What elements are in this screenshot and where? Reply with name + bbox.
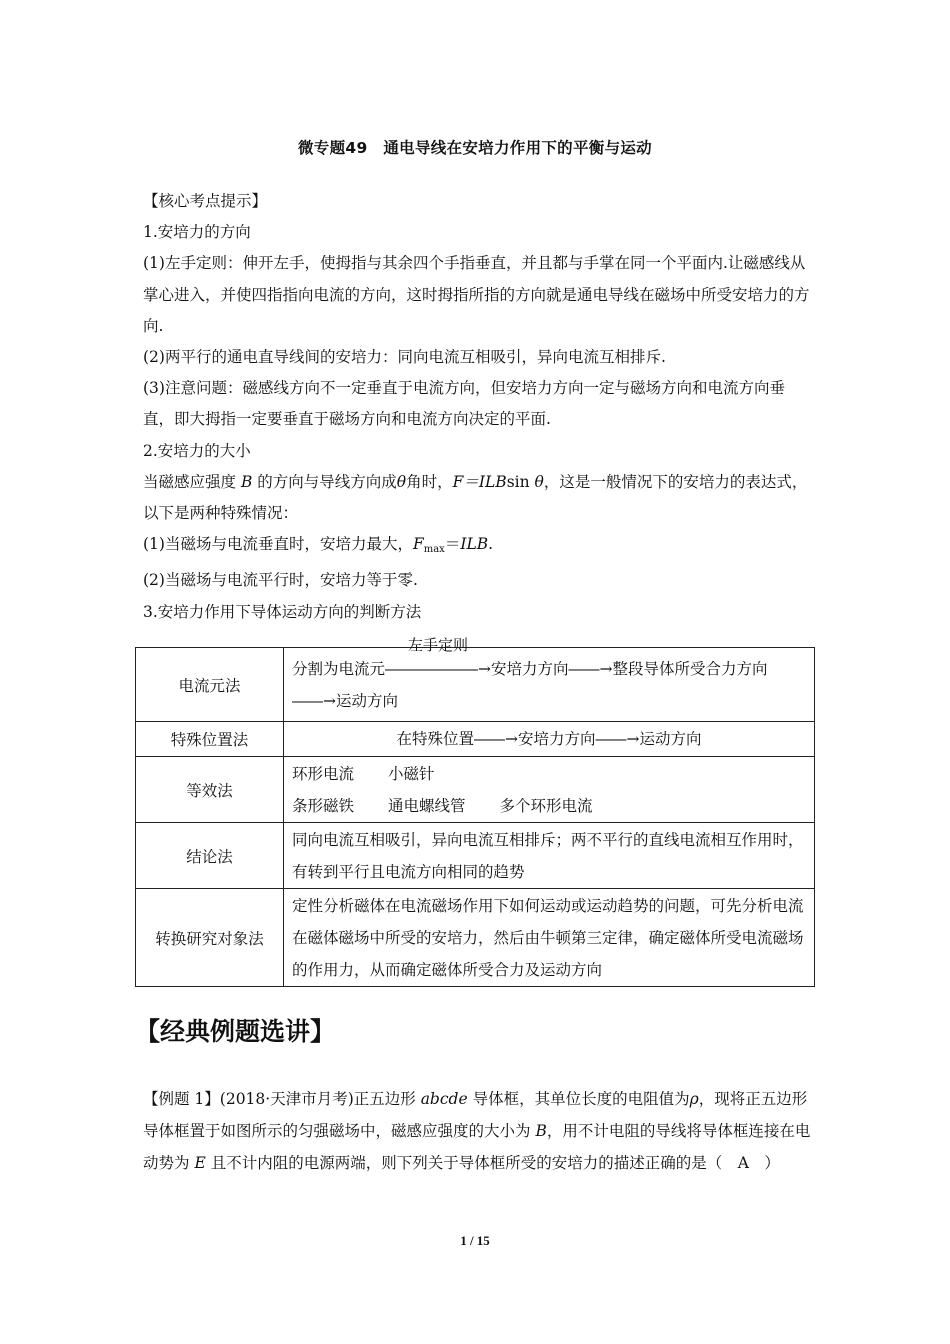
method-desc: 在特殊位置――→安培力方向――→运动方向 [284, 722, 815, 757]
arrow-label: 左手定则 [408, 635, 469, 654]
sec3-heading: 3.安培力作用下导体运动方向的判断方法 [143, 602, 422, 621]
method-switch-object: 转换研究对象法 [136, 889, 284, 987]
sec2-intro: 当磁感应强度 B 的方向与导线方向成θ角时，F＝ILBsin θ，这是一般情况下的安培力的表达式，以下是两种特殊情况： [143, 472, 808, 523]
methods-table [135, 635, 815, 987]
method-desc: 环形电流 小磁针 条形磁铁 通电螺线管 多个环形电流 [284, 757, 815, 823]
table-row [136, 648, 815, 722]
method-desc: 同向电流互相吸引，异向电流互相排斥；两不平行的直线电流相互作用时，有转到平行且电流方向相同的趋势 [284, 823, 815, 889]
sec1-p2: (2)两平行的通电直导线间的安培力：同向电流互相吸引，异向电流互相排斥. [143, 348, 666, 367]
sec2-case2: (2)当磁场与电流平行时，安培力等于零. [143, 571, 418, 590]
method-conclusion: 结论法 [136, 823, 284, 889]
method-desc: 分割为电流元 左手定则 ――――――→安培力方向――→整段导体所受合力方向――→运动方向 [284, 648, 815, 722]
method-special-position: 特殊位置法 [136, 722, 284, 757]
method-equivalent: 等效法 [136, 757, 284, 823]
sec2-heading: 2.安培力的大小 [143, 441, 251, 460]
table-row [136, 757, 815, 823]
sec1-p3: (3)注意问题：磁感线方向不一定垂直于电流方向，但安培力方向一定与磁场方向和电流方向垂直，即大拇指一定要垂直于磁场方向和电流方向决定的平面. [143, 379, 785, 429]
page-title: 微专题49 通电导线在安培力作用下的平衡与运动 [298, 139, 652, 157]
core-points [143, 186, 813, 628]
table-row [136, 823, 815, 889]
hint-header: 【核心考点提示】 [143, 192, 268, 210]
sec2-case1: (1)当磁场与电流垂直时，安培力最大，$F_{max}=ILB$. [143, 535, 494, 556]
sec1-heading: 1.安培力的方向 [143, 223, 251, 242]
sec1-p1: (1)左手定则：伸开左手，使拇指与其余四个手指垂直，并且都与手掌在同一个平面内.让磁感线从掌心进入，并使四指指向电流的方向，这时拇指所指的方向就是通电导线在磁场中所受安培力的方向. [143, 254, 810, 335]
example-1: 【例题 1】(2018·天津市月考)正五边形 abcde 导体框，其单位长度的电阻值为ρ，现将正五边形导体框置于如图所示的匀强磁场中，磁感应强度的大小为 B，用不计电阻的导线将导体框连接在电动势为 E 且不计内阻的电源两端，则下列关于导体框所受的安培力的描述正确的是（ A ） [143, 1090, 811, 1172]
method-current-element: 电流元法 [136, 648, 284, 722]
table-row [136, 722, 815, 757]
page-number: 1 / 15 [460, 1233, 490, 1248]
table-row [136, 889, 815, 987]
section-heading: 【经典例题选讲】 [135, 1017, 336, 1046]
method-desc: 定性分析磁体在电流磁场作用下如何运动或运动趋势的问题，可先分析电流在磁体磁场中所受的安培力，然后由牛顿第三定律，确定磁体所受电流磁场的作用力，从而确定磁体所受合力及运动方向 [284, 889, 815, 987]
